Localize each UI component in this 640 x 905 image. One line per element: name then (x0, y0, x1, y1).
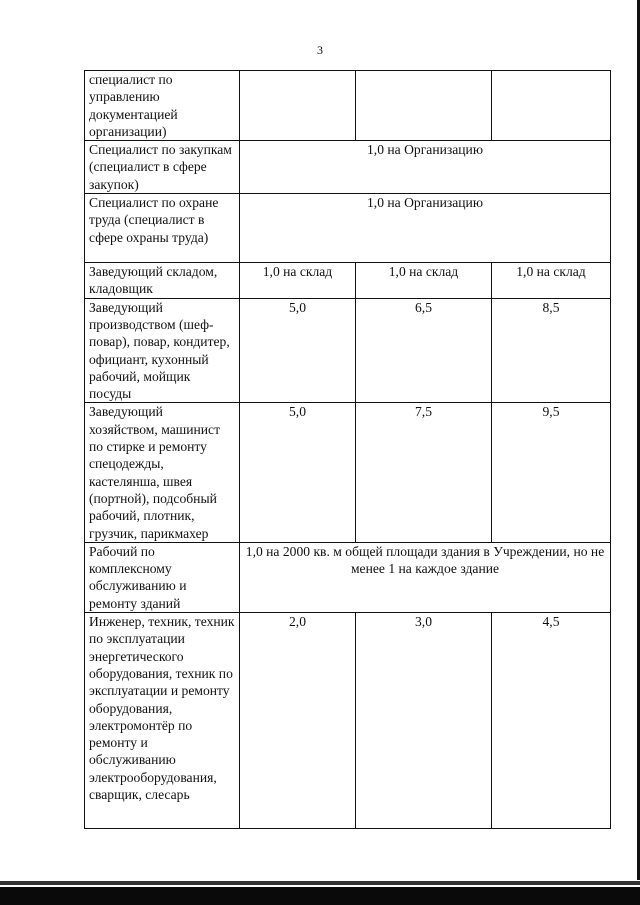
norm-cell: 5,0 (240, 403, 356, 542)
position-cell: Заведующий хозяйством, машинист по стирке и ремонту спецодежды, кастелянша, швея (портной), подсобный рабочий, плотник, грузчик, парикмахер (85, 403, 240, 542)
norm-cell: 8,5 (492, 298, 611, 403)
position-cell: Заведующий складом, кладовщик (85, 263, 240, 299)
merged-norm-cell: 1,0 на 2000 кв. м общей площади здания в Учреждении, но не менее 1 на каждое здание (240, 542, 611, 612)
position-cell: Заведующий производством (шеф-повар), повар, кондитер, официант, кухонный рабочий, мойщик посуды (85, 298, 240, 403)
norm-cell: 1,0 на склад (492, 263, 611, 299)
norm-cell: 2,0 (240, 613, 356, 829)
norm-cell: 1,0 на склад (240, 263, 356, 299)
staffing-table (84, 70, 611, 829)
norm-cell: 5,0 (240, 298, 356, 403)
table-row (85, 263, 611, 299)
position-cell: Инженер, техник, техник по эксплуатации энергетического оборудования, техник по эксплуатации и ремонту оборудования, электромонтёр по ремонту и обслуживанию электрооборудования, сварщик, слесарь (85, 613, 240, 829)
norm-cell: 1,0 на склад (356, 263, 492, 299)
table-row (85, 298, 611, 403)
norm-cell: 3,0 (356, 613, 492, 829)
merged-norm-cell: 1,0 на Организацию (240, 194, 611, 263)
scan-edge-bottom (0, 887, 640, 905)
table-row (85, 542, 611, 612)
norm-cell: 4,5 (492, 613, 611, 829)
table-row (85, 71, 611, 141)
norm-cell (240, 71, 356, 141)
norm-cell: 7,5 (356, 403, 492, 542)
norm-cell: 9,5 (492, 403, 611, 542)
norm-cell: 6,5 (356, 298, 492, 403)
table-row (85, 613, 611, 829)
position-cell: Специалист по закупкам (специалист в сфере закупок) (85, 141, 240, 194)
table-row (85, 403, 611, 542)
norm-cell (492, 71, 611, 141)
position-cell: Специалист по охране труда (специалист в сфере охраны труда) (85, 194, 240, 263)
table-row (85, 141, 611, 194)
merged-norm-cell: 1,0 на Организацию (240, 141, 611, 194)
table-row (85, 194, 611, 263)
page-number: 3 (317, 43, 323, 57)
norm-cell (356, 71, 492, 141)
position-cell: Рабочий по комплексному обслуживанию и ремонту зданий (85, 542, 240, 612)
position-cell: специалист по управлению документацией организации) (85, 71, 240, 141)
